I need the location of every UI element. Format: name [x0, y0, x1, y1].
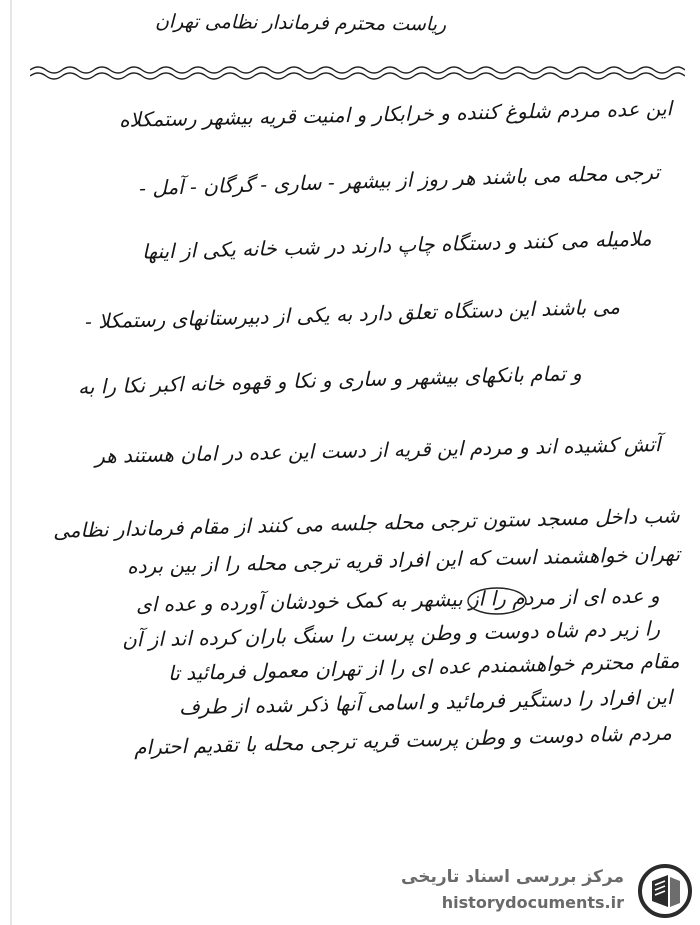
letter-line-10: را زیر دم شاه دوست و وطن پرست را سنگ باران کرده اند از آن — [121, 616, 661, 652]
watermark — [400, 855, 700, 925]
letter-line-4: می باشند این دستگاه تعلق دارد به یکی از دبیرستانهای رستمکلا - — [84, 294, 621, 334]
letter-line-13: مردم شاه دوست و وطن پرست قریه ترجی محله با تقدیم احترام — [133, 720, 673, 760]
letter-line-12: این افراد را دستگیر فرمائید و اسامی آنها ذکر شده از طرف — [178, 684, 673, 720]
letter-line-8: تهران خواهشمند است که این افراد قریه ترجی محله را از بین برده — [126, 541, 681, 579]
letter-line-2: ترجی محله می باشند هر روز از بیشهر - ساری - گرگان - آمل - — [138, 159, 661, 201]
letter-line-3: ملامیله می کنند و دستگاه چاپ دارند در شب خانه یکی از اینها — [142, 226, 653, 264]
historydocuments-logo-icon — [638, 863, 692, 919]
letter-salutation: ریاست محترم فرماندار نظامی تهران — [154, 10, 447, 36]
letter-line-6: آتش کشیده اند و مردم این قریه از دست این عده در امان هستند هر — [94, 432, 661, 468]
letter-line-7: شب داخل مسجد ستون ترجی محله جلسه می کنند از مقام فرماندار نظامی — [53, 503, 681, 543]
letter-line-5: و تمام بانکهای بیشهر و ساری و نکا و قهوه خانه اکبر نکا را به — [78, 360, 583, 400]
letter-line-1: این عده مردم شلوغ کننده و خرابکار و امنیت قریه بیشهر رستمکلاه — [118, 96, 673, 132]
watermark-url: historydocuments.ir — [441, 893, 624, 912]
letter-line-9: و عده ای از مردم را از بیشهر به کمک خودشان آورده و عده ای — [136, 583, 661, 617]
scan-edge — [10, 0, 12, 925]
wavy-divider — [30, 62, 685, 82]
letter-line-11: مقام محترم خواهشمندم عده ای را از تهران معمول فرمائید تا — [168, 648, 681, 686]
watermark-title: مرکز بررسی اسناد تاریخی — [401, 867, 624, 887]
circled-word-mark — [465, 584, 529, 618]
